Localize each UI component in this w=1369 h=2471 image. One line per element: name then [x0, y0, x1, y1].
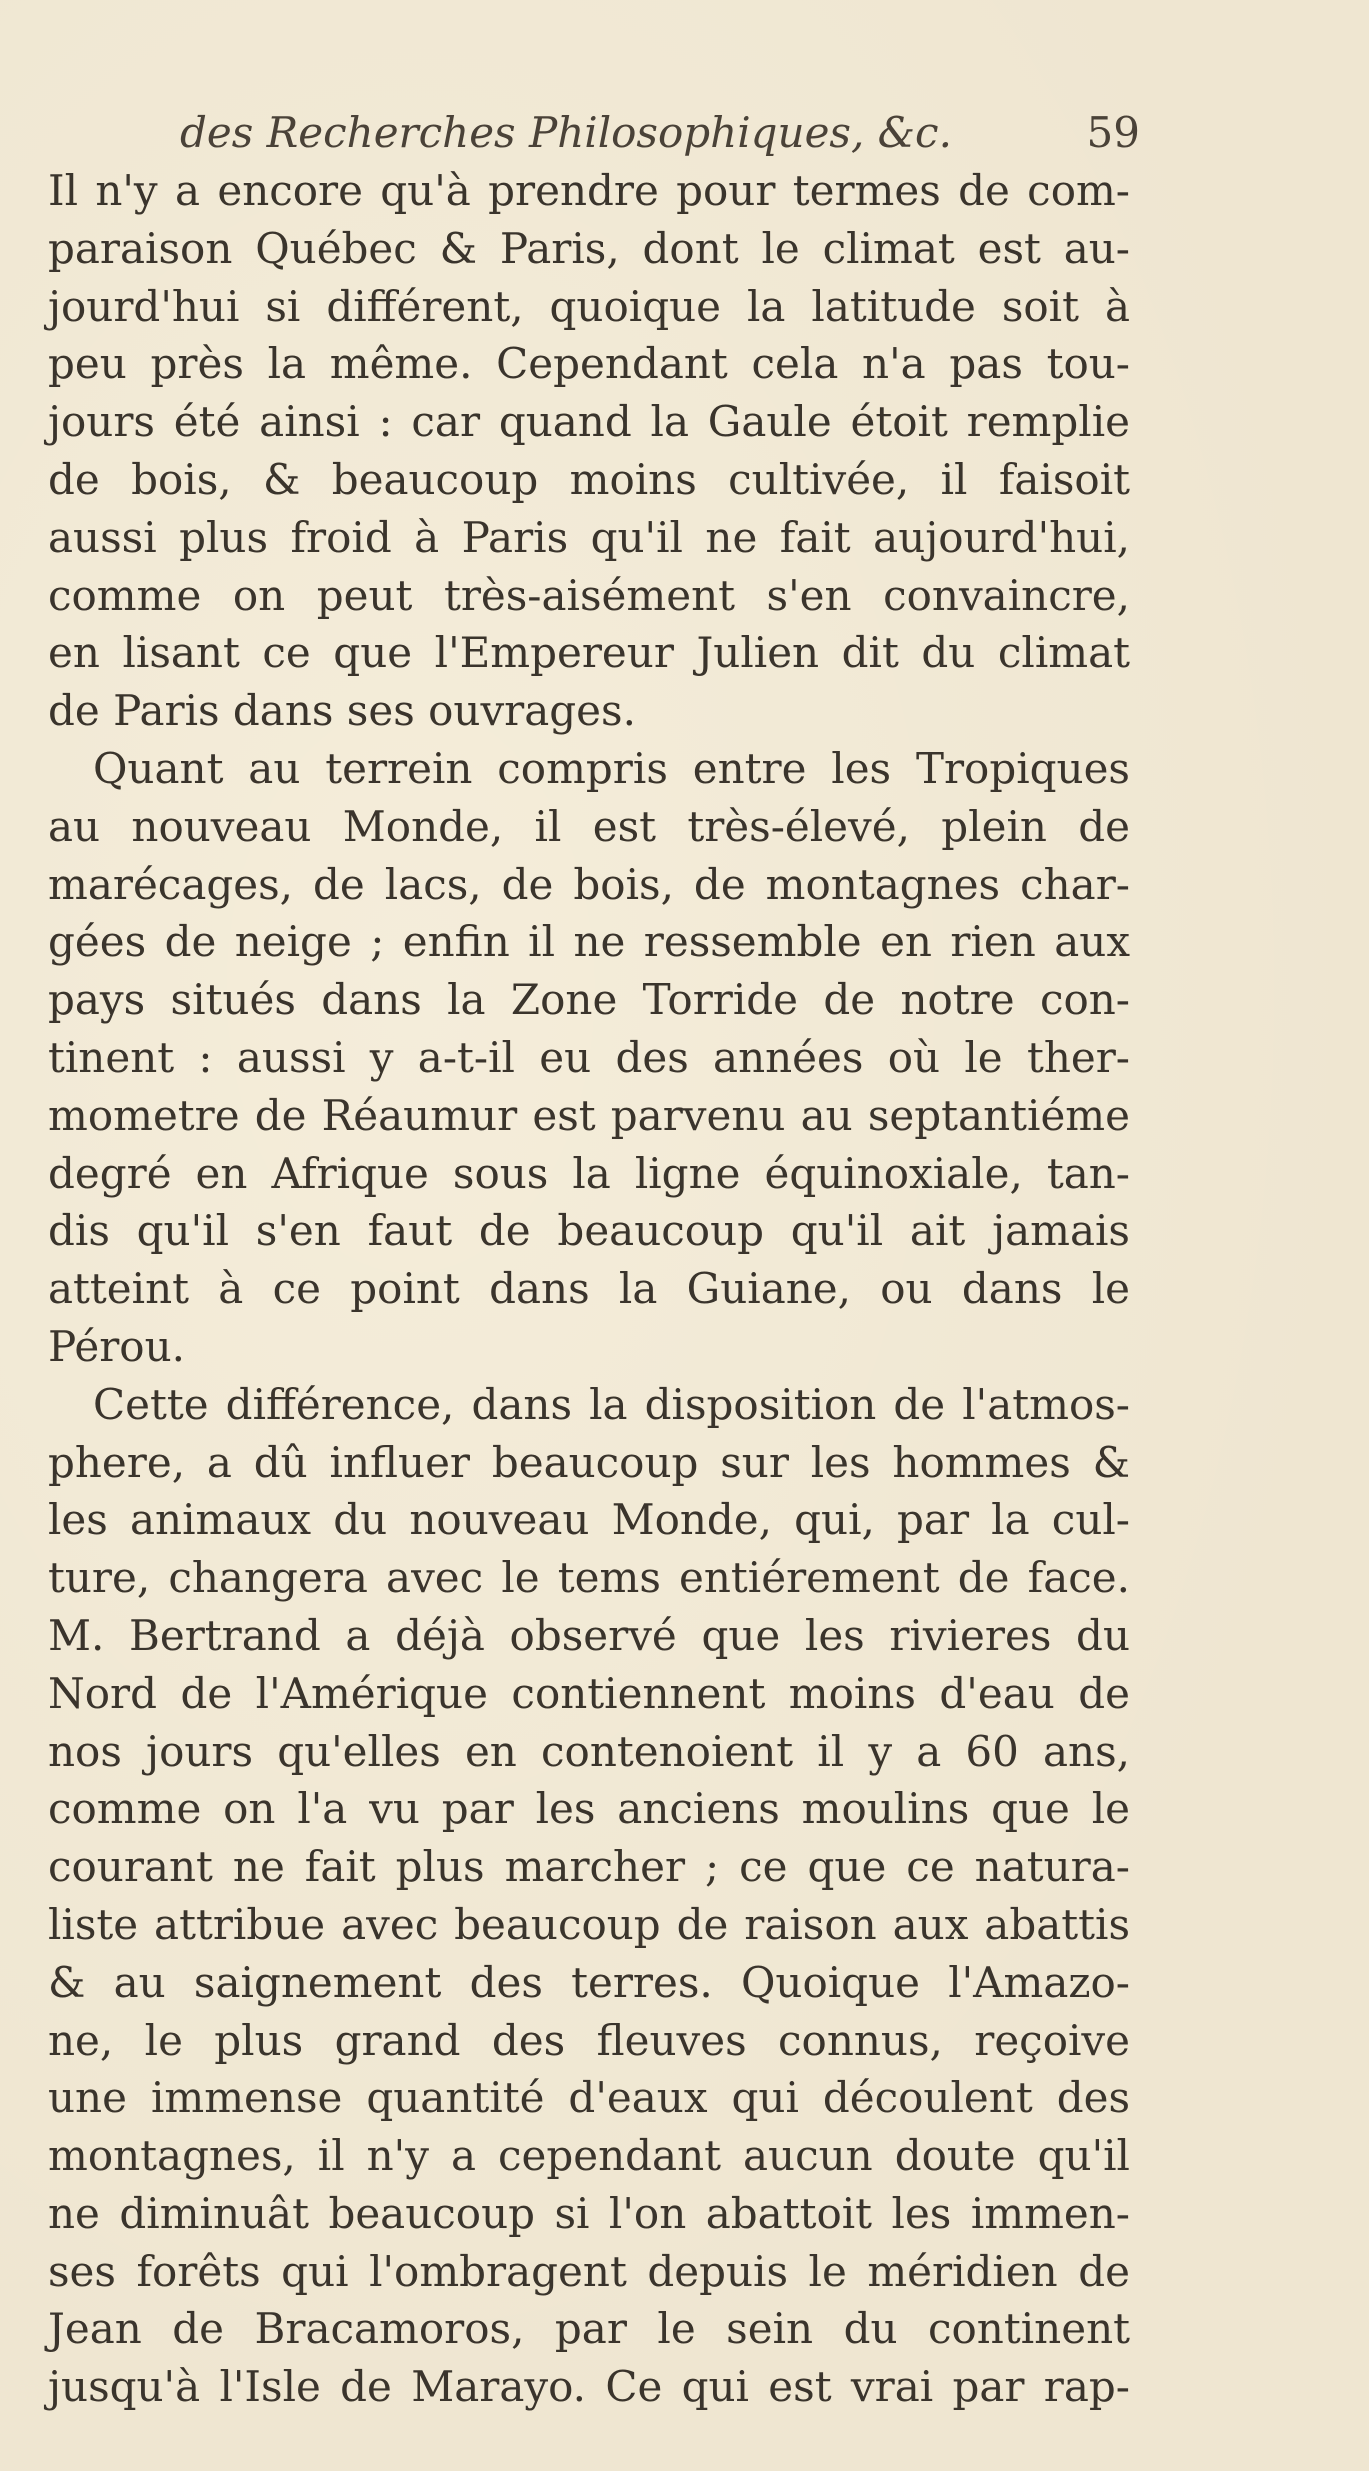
text-line: courant ne fait plus marcher ; ce que ce natura- [48, 1842, 1130, 1892]
text-line: une immense quantité d'eaux qui découlent des [48, 2073, 1130, 2123]
text-line: jusqu'à l'Isle de Marayo. Ce qui est vrai par rap- [48, 2362, 1130, 2412]
text-line: de bois, & beaucoup moins cultivée, il faisoit [48, 454, 1130, 504]
text-line: Jean de Bracamoros, par le sein du continent [48, 2304, 1130, 2354]
text-line: liste attribue avec beaucoup de raison aux abattis [48, 1899, 1130, 1949]
text-line: dis qu'il s'en faut de beaucoup qu'il ait jamais [48, 1206, 1130, 1256]
text-line: ne, le plus grand des fleuves connus, reçoive [48, 2015, 1130, 2065]
text-line: nos jours qu'elles en contenoient il y a 60 ans, [48, 1726, 1130, 1776]
text-line: Nord de l'Amérique contiennent moins d'eau de [48, 1668, 1130, 1718]
text-line: & au saignement des terres. Quoique l'Amazo- [48, 1957, 1130, 2007]
paragraph-2 [48, 740, 1130, 1376]
text-line: atteint à ce point dans la Guiane, ou dans le [48, 1264, 1130, 1314]
page-number: 59 [1086, 108, 1140, 157]
text-line: Quant au terrein compris entre les Tropiques [93, 743, 1130, 793]
text-line: en lisant ce que l'Empereur Julien dit du climat [48, 628, 1130, 678]
text-line: M. Bertrand a déjà observé que les rivieres du [48, 1610, 1130, 1660]
text-line: ture, changera avec le tems entiérement de face. [48, 1553, 1130, 1603]
body-text [48, 162, 1130, 2416]
text-line: au nouveau Monde, il est très-élevé, plein de [48, 801, 1130, 851]
text-line: tinent : aussi y a-t-il eu des années où le ther- [48, 1032, 1130, 1082]
text-line: paraison Québec & Paris, dont le climat est au- [48, 223, 1130, 273]
text-line: gées de neige ; enfin il ne ressemble en rien aux [48, 917, 1130, 967]
text-line: de Paris dans ses ouvrages. [48, 686, 636, 736]
text-line: Il n'y a encore qu'à prendre pour termes de com- [48, 166, 1130, 215]
text-line: comme on peut très-aisément s'en convaincre, [48, 570, 1130, 620]
text-line: phere, a dû influer beaucoup sur les hommes & [48, 1437, 1130, 1487]
text-line: peu près la même. Cependant cela n'a pas tou- [48, 339, 1130, 389]
running-head [60, 108, 1140, 168]
paragraph-3 [48, 1376, 1130, 2416]
text-line: montagnes, il n'y a cependant aucun doute qu'il [48, 2131, 1130, 2181]
text-line: aussi plus froid à Paris qu'il ne fait aujourd'hui, [48, 512, 1130, 562]
text-line: pays situés dans la Zone Torride de notre con- [48, 975, 1130, 1025]
text-line: comme on l'a vu par les anciens moulins que le [48, 1784, 1130, 1834]
text-line: les animaux du nouveau Monde, qui, par la cul- [48, 1495, 1130, 1545]
text-line: Pérou. [48, 1321, 185, 1371]
text-line: ne diminuât beaucoup si l'on abattoit les immen- [48, 2188, 1130, 2238]
text-line: jourd'hui si différent, quoique la latitude soit à [48, 281, 1130, 331]
text-line: mometre de Réaumur est parvenu au septantiéme [48, 1090, 1130, 1140]
text-line: ses forêts qui l'ombragent depuis le méridien de [48, 2246, 1130, 2296]
text-line: marécages, de lacs, de bois, de montagnes char- [48, 859, 1130, 909]
text-line: jours été ainsi : car quand la Gaule étoit remplie [48, 397, 1130, 447]
paragraph-1 [48, 162, 1130, 740]
running-title: des Recherches Philosophiques, &c. [180, 108, 952, 157]
text-line: degré en Afrique sous la ligne équinoxiale, tan- [48, 1148, 1130, 1198]
text-line: Cette différence, dans la disposition de l'atmos- [93, 1379, 1130, 1429]
